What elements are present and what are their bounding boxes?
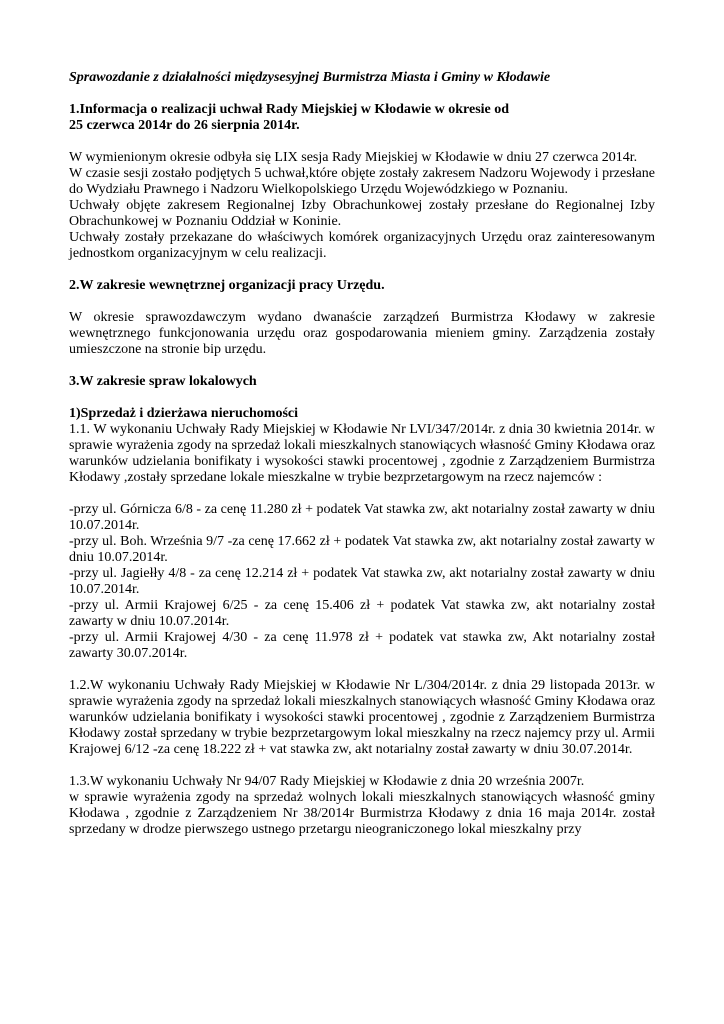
section2-paragraph-1: W okresie sprawozdawczym wydano dwanaście zarządzeń Burmistrza Kłodawy w zakresie wewnętrznego funkcjonowania urzędu oraz gospodarowania mieniem gminy. Zarządzenia zostały umieszczone na stronie bip urzędu. [69, 310, 655, 357]
section2-heading: 2.W zakresie wewnętrznej organizacji pracy Urzędu. [69, 278, 385, 293]
section3-paragraph-1-3-rest: w sprawie wyrażenia zgody na sprzedaż wolnych lokali mieszkalnych stanowiących własność gminy Kłodawa , zgodnie z Zarządzeniem Nr 38/2014r Burmistrza Kłodawy z dnia 16 maja 2014r. został sprzedany w drodze pierwszego ustnego przetargu nieograniczonego lokal mieszkalny przy [69, 790, 655, 837]
section3-paragraph-1-2: 1.2.W wykonaniu Uchwały Rady Miejskiej w Kłodawie Nr L/304/2014r. z dnia 29 listopada 2013r. w sprawie wyrażenia zgody na sprzedaż lokali mieszkalnych stanowiących własność Gminy Kłodawa oraz warunków udzielania bonifikaty i wysokości stawki procentowej , zgodnie z Zarządzeniem Burmistrza Kłodawy został sprzedany w trybie bezprzetargowym lokal mieszkalny na rzecz najemcy przy ul. Armii Krajowej 6/12 -za cenę 18.222 zł + vat stawka zw, akt notarialny został zawarty w dniu 30.07.2014r. [69, 678, 655, 757]
section1-paragraph-1: W wymienionym okresie odbyła się LIX sesja Rady Miejskiej w Kłodawie w dniu 27 czerwca 2014r. [69, 150, 638, 165]
document-page [69, 70, 655, 838]
section1-heading-line2: 25 czerwca 2014r do 26 sierpnia 2014r. [69, 118, 300, 133]
section3-subheading: 1)Sprzedaż i dzierżawa nieruchomości [69, 406, 299, 421]
sale-item: -przy ul. Górnicza 6/8 - za cenę 11.280 zł + podatek Vat stawka zw, akt notarialny został zawarty w dniu 10.07.2014r. [69, 502, 655, 533]
section3-paragraph-1-3-line1: 1.3.W wykonaniu Uchwały Nr 94/07 Rady Miejskiej w Kłodawie z dnia 20 września 2007r. [69, 774, 585, 789]
section3-heading: 3.W zakresie spraw lokalowych [69, 374, 257, 389]
section1-paragraph-2: W czasie sesji zostało podjętych 5 uchwał,które objęte zostały zakresem Nadzoru Wojewody i przesłane do Wydziału Prawnego i Nadzoru Wielkopolskiego Urzędu Wojewódzkiego w Poznaniu. [69, 166, 655, 197]
sale-item: -przy ul. Armii Krajowej 4/30 - za cenę 11.978 zł + podatek vat stawka zw, Akt notarialny został zawarty 30.07.2014r. [69, 630, 655, 661]
sale-item: -przy ul. Boh. Września 9/7 -za cenę 17.662 zł + podatek Vat stawka zw, akt notarialny został zawarty w dniu 10.07.2014r. [69, 534, 655, 565]
section1-paragraph-3: Uchwały objęte zakresem Regionalnej Izby Obrachunkowej zostały przesłane do Regionalnej Izby Obrachunkowej w Poznaniu Oddział w Koninie. [69, 198, 655, 229]
sale-item: -przy ul. Jagiełły 4/8 - za cenę 12.214 zł + podatek Vat stawka zw, akt notarialny został zawarty w dniu 10.07.2014r. [69, 566, 655, 597]
sale-item: -przy ul. Armii Krajowej 6/25 - za cenę 15.406 zł + podatek Vat stawka zw, akt notarialny został zawarty w dniu 10.07.2014r. [69, 598, 655, 629]
section1-paragraph-4: Uchwały zostały przekazane do właściwych komórek organizacyjnych Urzędu oraz zainteresowanym jednostkom organizacyjnym w celu realizacji. [69, 230, 655, 261]
section3-paragraph-1-1: 1.1. W wykonaniu Uchwały Rady Miejskiej w Kłodawie Nr LVI/347/2014r. z dnia 30 kwietnia 2014r. w sprawie wyrażenia zgody na sprzedaż lokali mieszkalnych stanowiących własność Gminy Kłodawa oraz warunków udzielania bonifikaty i wysokości stawki procentowej , zgodnie z Zarządzeniem Burmistrza Kłodawy ,zostały sprzedane lokale mieszkalne w trybie bezprzetargowym na rzecz najemców : [69, 422, 655, 485]
document-title: Sprawozdanie z działalności międzysesyjnej Burmistrza Miasta i Gminy w Kłodawie [69, 70, 551, 85]
section1-heading-line1: 1.Informacja o realizacji uchwał Rady Miejskiej w Kłodawie w okresie od [69, 102, 510, 117]
